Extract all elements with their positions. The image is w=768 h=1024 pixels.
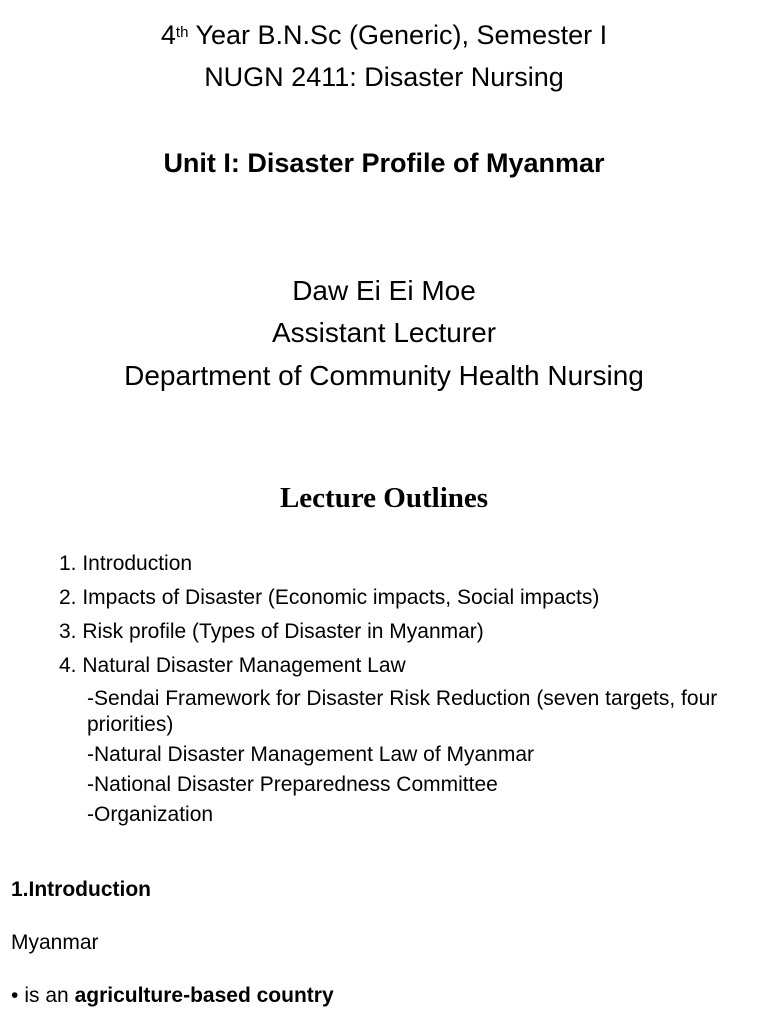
course-title: NUGN 2411: Disaster Nursing xyxy=(204,62,564,92)
unit-title: Unit I: Disaster Profile of Myanmar xyxy=(163,148,605,178)
bullet-bold-text: agriculture-based country xyxy=(74,984,334,1007)
outline-sub-item: -Organization xyxy=(87,803,214,826)
outline-sub-item: -Natural Disaster Management Law of Myanmar xyxy=(87,743,535,766)
year-prefix: 4 xyxy=(160,20,176,50)
year-superscript: th xyxy=(175,24,189,41)
author-name: Daw Ei Ei Moe xyxy=(292,275,476,306)
bullet-point xyxy=(11,983,334,1009)
outline-item: 3. Risk profile (Types of Disaster in Myanmar) xyxy=(59,620,484,643)
outline-sub-list xyxy=(87,686,727,832)
lecture-outlines-title: Lecture Outlines xyxy=(279,482,489,514)
outline-item: 2. Impacts of Disaster (Economic impacts, Social impacts) xyxy=(59,586,600,609)
introduction-heading: 1.Introduction xyxy=(11,878,151,901)
outline-item: 1. Introduction xyxy=(59,552,193,575)
author-department: Department of Community Health Nursing xyxy=(124,360,644,391)
author-position: Assistant Lecturer xyxy=(271,317,497,348)
year-semester-line xyxy=(0,19,768,51)
bullet-prefix: is an xyxy=(24,984,75,1007)
outline-item: 4. Natural Disaster Management Law xyxy=(59,654,406,677)
outline-sub-item: -Sendai Framework for Disaster Risk Reduction (seven targets, four priorities) xyxy=(87,687,718,736)
country-name: Myanmar xyxy=(11,931,99,954)
bullet-icon: • xyxy=(11,984,19,1007)
outline-sub-item: -National Disaster Preparedness Committee xyxy=(87,773,498,796)
year-rest: Year B.N.Sc (Generic), Semester I xyxy=(188,20,608,50)
outline-list xyxy=(59,551,739,687)
